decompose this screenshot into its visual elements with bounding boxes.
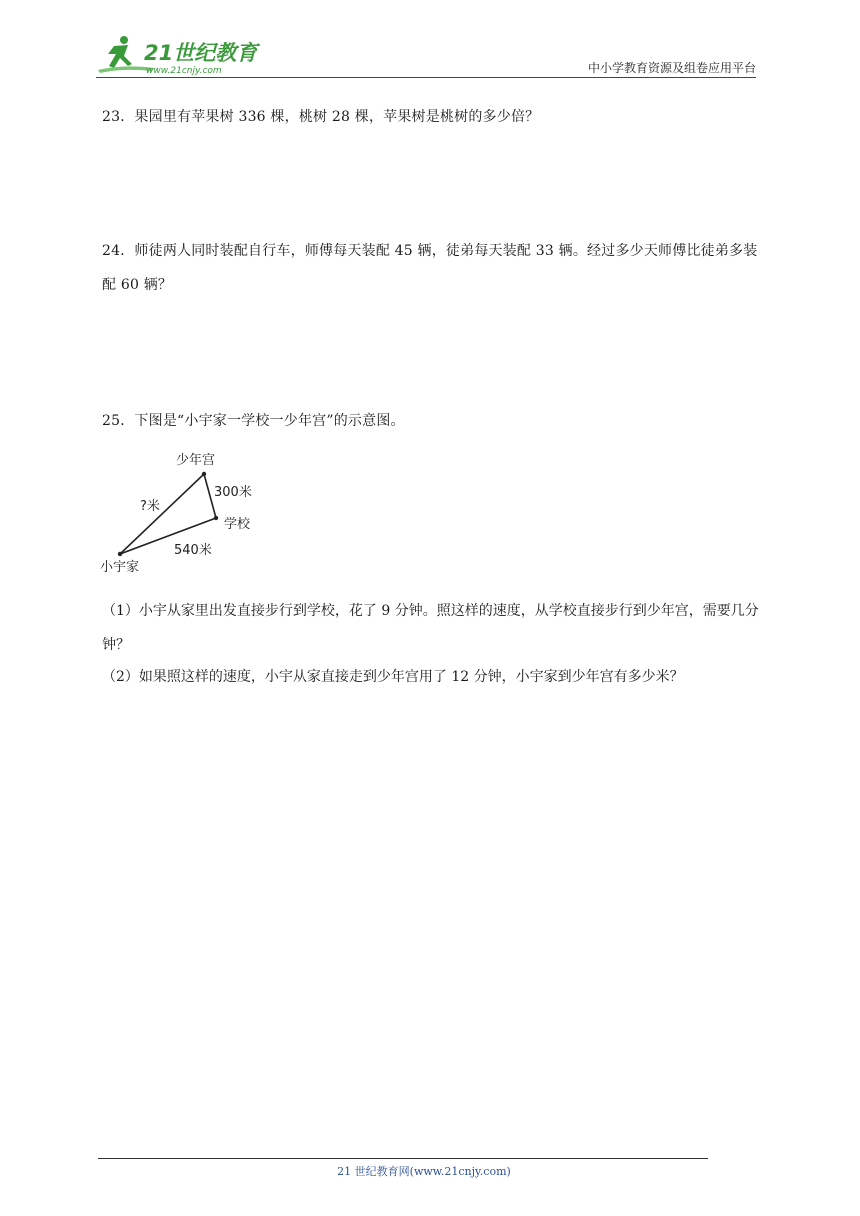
point-school	[214, 516, 218, 520]
point-home	[118, 552, 122, 556]
logo-text: 21世纪教育	[144, 41, 258, 65]
label-palace-school-distance: 300米	[214, 485, 252, 500]
question-24: 24．师徒两人同时装配自行车，师傅每天装配 45 辆，徒弟每天装配 33 辆。经过多少天师傅比徒弟多装配 60 辆？	[102, 243, 758, 293]
label-home: 小宇家	[100, 560, 140, 575]
label-home-school-distance: 540米	[174, 543, 212, 558]
platform-name: 中小学教育资源及组卷应用平台	[587, 61, 756, 75]
label-school: 学校	[224, 517, 251, 532]
label-palace: 少年宫	[176, 453, 216, 468]
question-25-part-1: （1）小宇从家里出发直接步行到学校，花了 9 分钟。照这样的速度，从学校直接步行到少年宫，需要几分钟？	[102, 603, 759, 653]
question-25-intro: 25．下图是“小宇家一学校一少年宫”的示意图。	[102, 413, 405, 429]
logo	[94, 34, 264, 76]
header-divider	[96, 77, 756, 78]
footer-divider	[98, 1158, 708, 1159]
label-unknown-distance: ?米	[140, 499, 160, 514]
page-footer	[0, 1163, 860, 1179]
question-25-part-2: （2）如果照这样的速度，小宇从家直接走到少年宫用了 12 分钟，小宇家到少年宫有多少米？	[102, 669, 684, 685]
question-23: 23．果园里有苹果树 336 棵，桃树 28 棵，苹果树是桃树的多少倍？	[102, 109, 540, 125]
path-home-palace	[120, 474, 204, 554]
route-diagram	[96, 444, 276, 580]
logo-url: www.21cnjy.com	[146, 66, 222, 76]
page-header	[0, 0, 860, 80]
point-palace	[202, 472, 206, 476]
footer-text: 21 世纪教育网(www.21cnjy.com)	[337, 1165, 511, 1178]
